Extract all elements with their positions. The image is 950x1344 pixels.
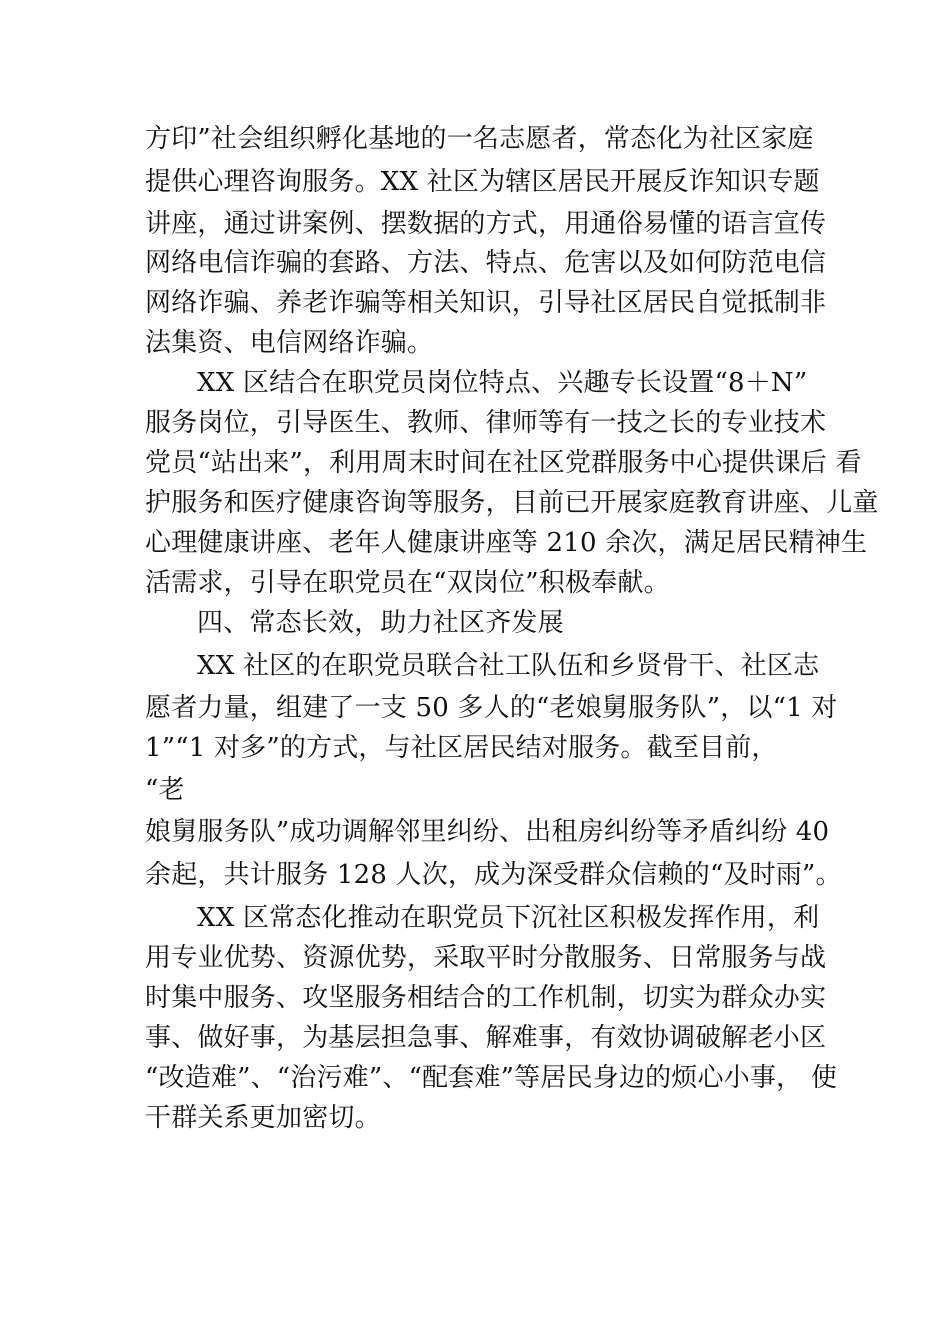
text-line: 1”“1 对多”的方式，与社区居民结对服务。截至目前， [145,733,778,763]
text-line: 网络电信诈骗的套路、方法、特点、危害以及如何防范电信 [145,248,827,278]
text-line: 事、做好事，为基层担急事、解难事，有效协调破解老小区 [145,1023,827,1053]
text-line: 余起，共计服务 128 人次，成为深受群众信赖的“及时雨”。 [145,860,842,890]
text-line: 活需求，引导在职党员在“双岗位”积极奉献。 [145,568,670,598]
text-line: 护服务和医疗健康咨询等服务，目前已开展家庭教育讲座、儿童 [145,488,879,518]
section-heading: 四、常态长效，助力社区齐发展 [197,608,564,638]
paragraph-first-line: XX 区常态化推动在职党员下沉社区积极发挥作用，利 [197,903,820,933]
text-line: 网络诈骗、养老诈骗等相关知识，引导社区居民自觉抵制非 [145,288,827,318]
text-line: 法集资、电信网络诈骗。 [145,328,434,358]
text-line: 讲座，通过讲案例、摆数据的方式，用通俗易懂的语言宣传 [145,209,827,239]
text-line: 方印”社会组织孵化基地的一名志愿者，常态化为社区家庭 [145,124,814,154]
paragraph-first-line: XX 社区的在职党员联合社工队伍和乡贤骨干、社区志 [197,651,820,681]
text-line: “老 [145,775,185,805]
text-line: 心理健康讲座、老年人健康讲座等 210 余次，满足居民精神生 [145,528,868,558]
paragraph-first-line: XX 区结合在职党员岗位特点、兴趣专长设置“8＋N” [197,368,808,398]
text-line: 党员“站出来”，利用周末时间在社区党群服务中心提供课后 看 [145,448,862,478]
text-line: 服务岗位，引导医生、教师、律师等有一技之长的专业技术 [145,408,827,438]
text-line: 提供心理咨询服务。XX 社区为辖区居民开展反诈知识专题 [145,167,820,197]
text-line: 干群关系更加密切。 [145,1103,381,1133]
text-line: 娘舅服务队”成功调解邻里纠纷、出租房纠纷等矛盾纠纷 40 [145,817,830,847]
text-line: 时集中服务、攻坚服务相结合的工作机制，切实为群众办实 [145,983,827,1013]
text-line: “改造难”、“治污难”、“配套难”等居民身边的烦心小事， 使 [145,1063,838,1093]
text-line: 用专业优势、资源优势，采取平时分散服务、日常服务与战 [145,943,827,973]
text-line: 愿者力量，组建了一支 50 多人的“老娘舅服务队”，以“1 对 [145,693,838,723]
